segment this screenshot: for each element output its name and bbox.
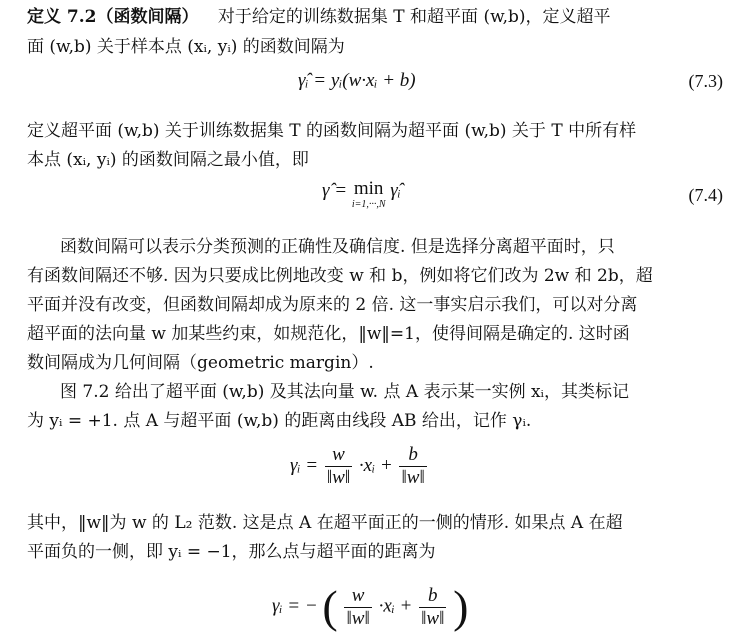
equation-7-4	[322, 178, 401, 210]
equation-number-7-3: (7.3)	[688, 71, 723, 91]
eq3-den1: ‖w‖	[326, 467, 351, 488]
min-operator	[352, 178, 386, 210]
definition-label: 定义 7.2（函数间隔）	[27, 7, 199, 27]
eq3-lhs: γᵢ =	[290, 454, 319, 476]
para3-line-1: 图 7.2 给出了超平面 (w,b) 及其法向量 w. 点 A 表示某一实例 xᵢ，其类标记	[60, 382, 629, 402]
eq3-mid: ·xᵢ +	[358, 454, 393, 476]
eq4-fraction-2	[419, 585, 446, 630]
eq4-fraction-1	[344, 585, 371, 630]
eq4-den2: ‖w‖	[421, 607, 445, 629]
para2-line-2: 有函数间隔还不够. 因为只要成比例地改变 w 和 b，例如将它们改为 2w 和 2b，超	[27, 266, 653, 286]
para2-line-1: 函数间隔可以表示分类预测的正确性及确信度. 但是选择分离超平面时，只	[60, 237, 615, 257]
para4-line-1: 其中，‖w‖为 w 的 L₂ 范数. 这是点 A 在超平面正的一侧的情形. 如果点 A 在超	[27, 513, 623, 533]
definition-line-2: 面 (w,b) 关于样本点 (xᵢ, yᵢ) 的函数间隔为	[27, 37, 345, 57]
eq3-num1: w	[325, 444, 352, 467]
para2-line-5: 数间隔成为几何间隔（geometric margin）.	[27, 353, 374, 373]
definition-line-4: 本点 (xᵢ, yᵢ) 的函数间隔之最小值，即	[27, 150, 309, 170]
eq3-fraction-2	[399, 444, 426, 489]
eq4-right-paren: )	[453, 581, 469, 632]
eq3-num2: b	[399, 444, 426, 467]
para2-line-3: 平面并没有改变，但函数间隔却成为原来的 2 倍. 这一事实启示我们，可以对分离	[27, 295, 638, 315]
para4-line-2: 平面负的一侧，即 yᵢ = −1，那么点与超平面的距离为	[27, 542, 436, 562]
equation-number-7-4: (7.4)	[688, 185, 723, 205]
equation-geometric-margin	[290, 444, 429, 489]
equation-7-3: γ̂ᵢ = yᵢ(w·xᵢ + b)	[298, 70, 416, 91]
eq4-lhs: γᵢ = −	[272, 595, 318, 617]
definition-line-1	[27, 6, 611, 28]
para3-line-2: 为 yᵢ = +1. 点 A 与超平面 (w,b) 的距离由线段 AB 给出，记作 γᵢ.	[27, 411, 532, 431]
eq4-den1: ‖w‖	[346, 607, 370, 629]
eq3-den2: ‖w‖	[401, 467, 425, 488]
definition-line-3: 定义超平面 (w,b) 关于训练数据集 T 的函数间隔为超平面 (w,b) 关于 T 中所有样	[27, 121, 637, 141]
eq4-num1: w	[344, 585, 371, 608]
eq2-lhs: γ̂ =	[322, 180, 348, 201]
eq4-left-paren: (	[322, 581, 338, 632]
para2-line-4: 超平面的法向量 w 加某些约束，如规范化，‖w‖=1，使得间隔是确定的. 这时函	[27, 324, 630, 344]
min-range: i=1,···,N	[351, 199, 386, 210]
definition-text: 对于给定的训练数据集 T 和超平面 (w,b)，定义超平	[217, 7, 611, 27]
min-word: min	[353, 178, 384, 199]
eq3-fraction-1	[325, 444, 352, 489]
eq2-rhs: γ̂ᵢ	[390, 180, 401, 201]
eq4-mid: ·xᵢ +	[378, 595, 413, 617]
equation-negative-side	[272, 581, 469, 632]
eq4-num2: b	[419, 585, 446, 608]
